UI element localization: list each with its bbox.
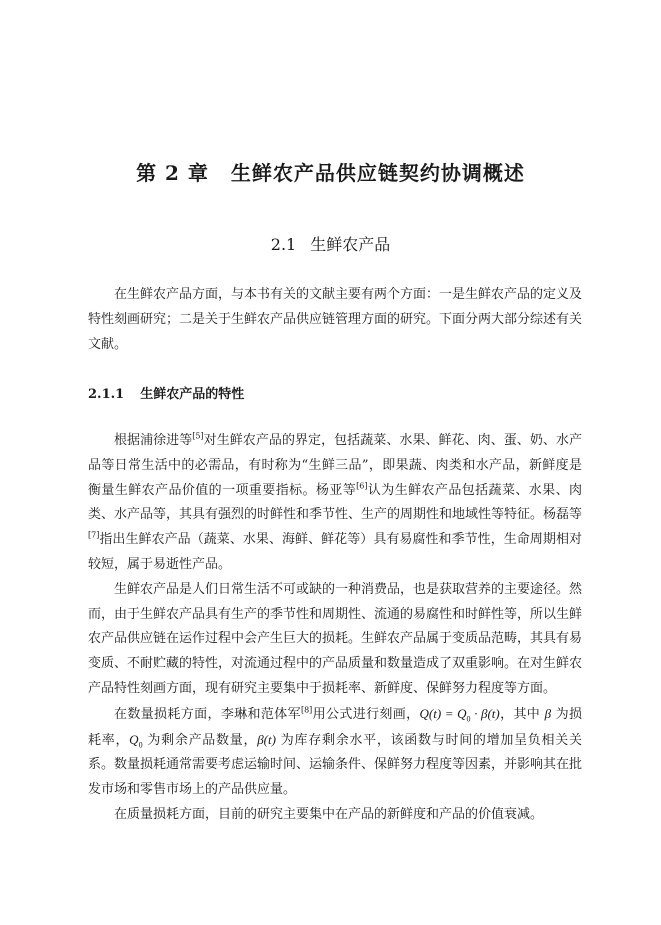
p1-text-a: 根据浦徐进等 (114, 433, 193, 448)
citation-8: [8] (300, 705, 313, 715)
p3-text-a: 在数量损耗方面，李琳和范体军 (114, 706, 301, 722)
beta-symbol: β (544, 705, 552, 721)
section-number: 2.1 (270, 235, 297, 254)
paragraph-4: 在质量损耗方面，目前的研究主要集中在产品的新鲜度和产品的价值衰减。 (114, 806, 544, 822)
chapter-title-text: 生鲜农产品供应链契约协调概述 (230, 161, 525, 185)
chapter-title (0, 157, 661, 186)
p1-text-b: 对生鲜农产品的界定，包括蔬菜、水果、鲜花、肉、蛋、奶、水产品等日常生活中的必需品，有时称为“生鲜三品”，即果蔬、肉类和水产品，新鲜度是衡量生鲜农产品价值的一项重要指标。杨亚等 (88, 433, 582, 498)
beta-t-symbol: β(t) (257, 731, 276, 747)
formula-rhs: · β(t) (470, 705, 500, 721)
paragraph-2: 生鲜农产品是人们日常生活不可或缺的一种消费品，也是获取营养的主要途径。然而，由于生鲜农产品具有生产的季节性和周期性、流通的易腐性和时鲜性等，所以生鲜农产品供应链在运作过程中会产生巨大的损耗。生鲜农产品属于变质品范畴，其具有易变质、不耐贮藏的特性，对流通过程中的产品质量和数量造成了双重影响。在对生鲜农产品特性刻画方面，现有研究主要集中于损耗率、新鲜度、保鲜努力程度等方面。 (88, 581, 583, 696)
citation-6: [6] (356, 481, 368, 491)
section-title (0, 232, 661, 255)
p1-text-c: 认为生鲜农产品包括蔬菜、水果、肉类、水产品等，其具有强烈的时鲜性和季节性、生产的周期性和地域性等特征。杨磊等 (88, 482, 583, 523)
q0-letter: Q (129, 731, 139, 747)
citation-7: [7] (88, 530, 100, 540)
subsection-heading (88, 383, 244, 402)
q0-symbol (129, 731, 143, 750)
paragraph-1 (88, 429, 582, 578)
section-title-text: 生鲜农产品 (310, 235, 391, 254)
chapter-number: 第 2 章 (136, 161, 209, 185)
p3-text-d: 为损耗率， (88, 706, 582, 748)
subsection-number: 2.1.1 (88, 387, 125, 402)
p3-text-f: 为库存剩余水平，该函数与时间的增加呈负相关关系。数量损耗通常需要考虑运输时间、运输条件、保鲜努力程度等因素，并影响其在批发市场和零售市场上的产品供应量。 (88, 732, 583, 798)
intro-paragraph: 在生鲜农产品方面，与本书有关的文献主要有两个方面：一是生鲜农产品的定义及特性刻画研究；二是关于生鲜农产品供应链管理方面的研究。下面分两大部分综述有关文献。 (88, 287, 583, 352)
formula-lhs: Q(t) = Q (419, 705, 467, 721)
p3-text-c: ，其中 (499, 706, 545, 722)
body-block (88, 429, 582, 828)
formula-subscript: 0 (466, 714, 471, 724)
paragraph-3 (88, 702, 582, 803)
p1-text-d: 指出生鲜农产品（蔬菜、水果、海鲜、鲜花等）具有易腐性和季节性，生命周期相对较短，属于易逝性产品。 (88, 532, 582, 572)
intro-block (88, 283, 582, 357)
formula (419, 705, 500, 724)
q0-subscript: 0 (138, 740, 143, 750)
p3-text-e: 为剩余产品数量， (142, 732, 258, 748)
citation-5: [5] (192, 431, 204, 441)
p3-text-b: 用公式进行刻画， (312, 706, 420, 722)
subsection-title-text: 生鲜农产品的特性 (140, 387, 245, 402)
